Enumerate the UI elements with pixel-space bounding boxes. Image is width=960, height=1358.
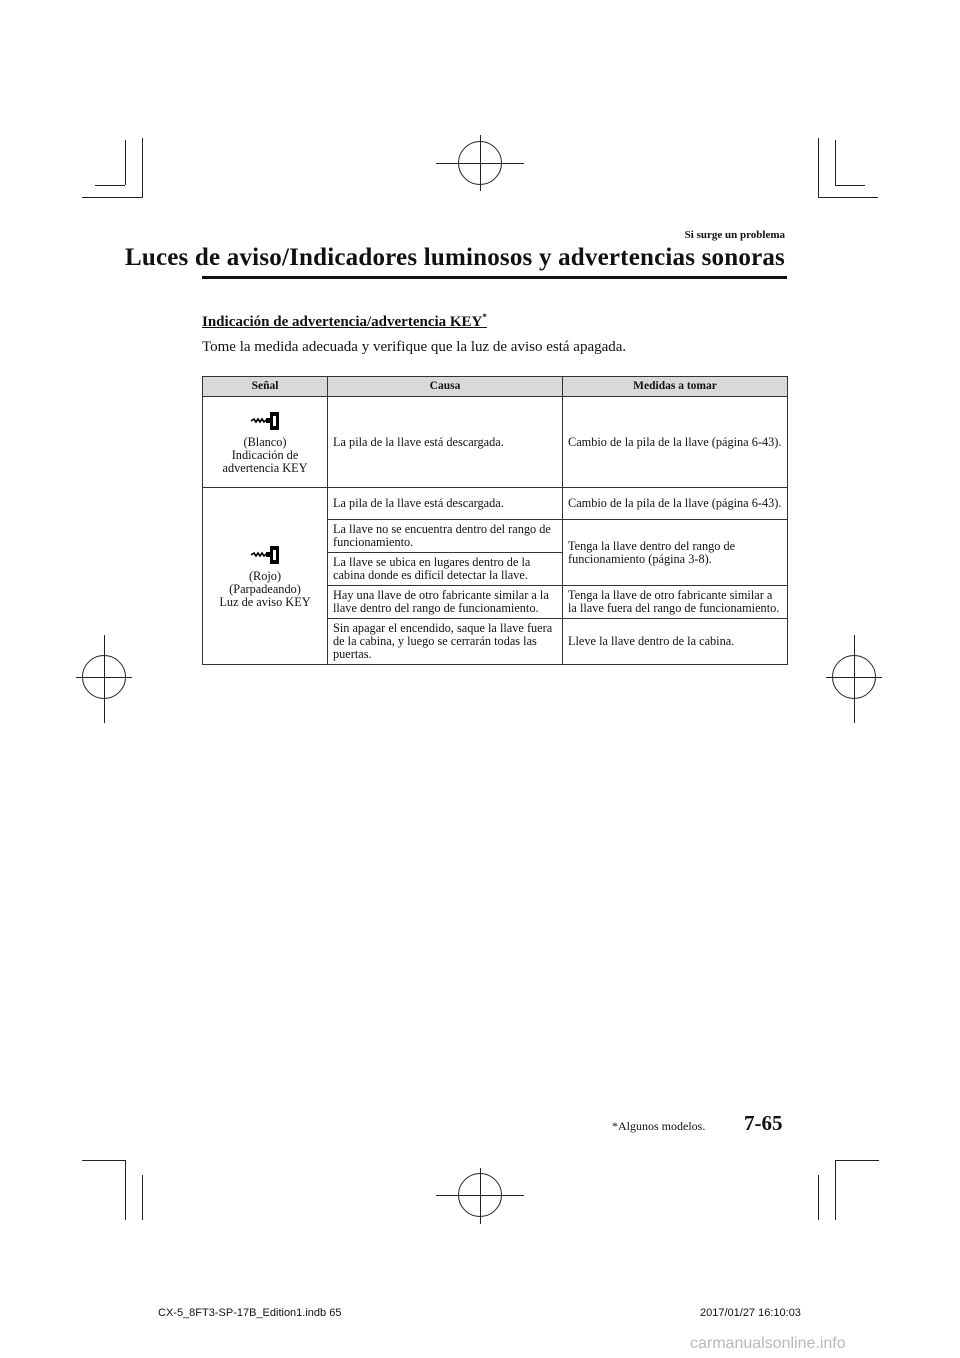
- action-cell: Lleve la llave dentro de la cabina.: [563, 619, 788, 665]
- header-cause: Causa: [328, 377, 563, 397]
- warning-table: [202, 376, 788, 665]
- table-header-row: [203, 377, 788, 397]
- action-cell: Tenga la llave de otro fabricante similar a la llave fuera del rango de funcionamiento.: [563, 586, 788, 619]
- key-warning-icon: [249, 544, 281, 566]
- cause-cell: La llave no se encuentra dentro del rango de funcionamiento.: [328, 520, 563, 553]
- signal-label-line: Indicación de: [231, 447, 299, 462]
- signal-label-line: advertencia KEY: [222, 460, 308, 475]
- signal-label-line: (Blanco): [243, 434, 287, 449]
- action-cell: Cambio de la pila de la llave (página 6-43).: [563, 488, 788, 520]
- page-title: Luces de aviso/Indicadores luminosos y advertencias sonoras: [124, 244, 785, 271]
- cause-cell: Sin apagar el encendido, saque la llave fuera de la cabina, y luego se cerrarán todas las puertas.: [328, 619, 563, 665]
- cause-cell: La llave se ubica en lugares dentro de la cabina donde es difícil detectar la llave.: [328, 553, 563, 586]
- key-warning-icon: [249, 410, 281, 432]
- signal-cell-red: [203, 488, 328, 665]
- intro-text: Tome la medida adecuada y verifique que la luz de aviso está apagada.: [202, 339, 627, 355]
- cause-cell: Hay una llave de otro fabricante similar a la llave dentro del rango de funcionamiento.: [328, 586, 563, 619]
- print-file-info: CX-5_8FT3-SP-17B_Edition1.indb 65: [158, 1307, 342, 1319]
- page-number: 7-65: [744, 1111, 783, 1135]
- signal-label-line: (Parpadeando): [229, 581, 301, 596]
- section-heading: [202, 312, 487, 331]
- footnote-marker: *: [482, 312, 487, 322]
- section-heading-text: Indicación de advertencia/advertencia KEY: [202, 314, 483, 330]
- action-cell: Cambio de la pila de la llave (página 6-43).: [563, 397, 788, 488]
- print-timestamp: 2017/01/27 16:10:03: [700, 1307, 801, 1319]
- cause-cell: La pila de la llave está descargada.: [328, 488, 563, 520]
- signal-label-line: (Rojo): [248, 568, 282, 583]
- watermark: carmanualsonline.info: [690, 1335, 846, 1352]
- footnote-text: *Algunos modelos.: [612, 1119, 706, 1133]
- title-divider: [202, 276, 787, 279]
- header-signal: Señal: [203, 377, 328, 397]
- header-action: Medidas a tomar: [563, 377, 788, 397]
- action-cell: Tenga la llave dentro del rango de funcionamiento (página 3-8).: [563, 520, 788, 586]
- signal-cell-white: [203, 397, 328, 488]
- section-label: Si surge un problema: [684, 229, 785, 241]
- table-row: [203, 488, 788, 520]
- signal-label-line: Luz de aviso KEY: [219, 594, 311, 609]
- table-row: [203, 397, 788, 488]
- cause-cell: La pila de la llave está descargada.: [328, 397, 563, 488]
